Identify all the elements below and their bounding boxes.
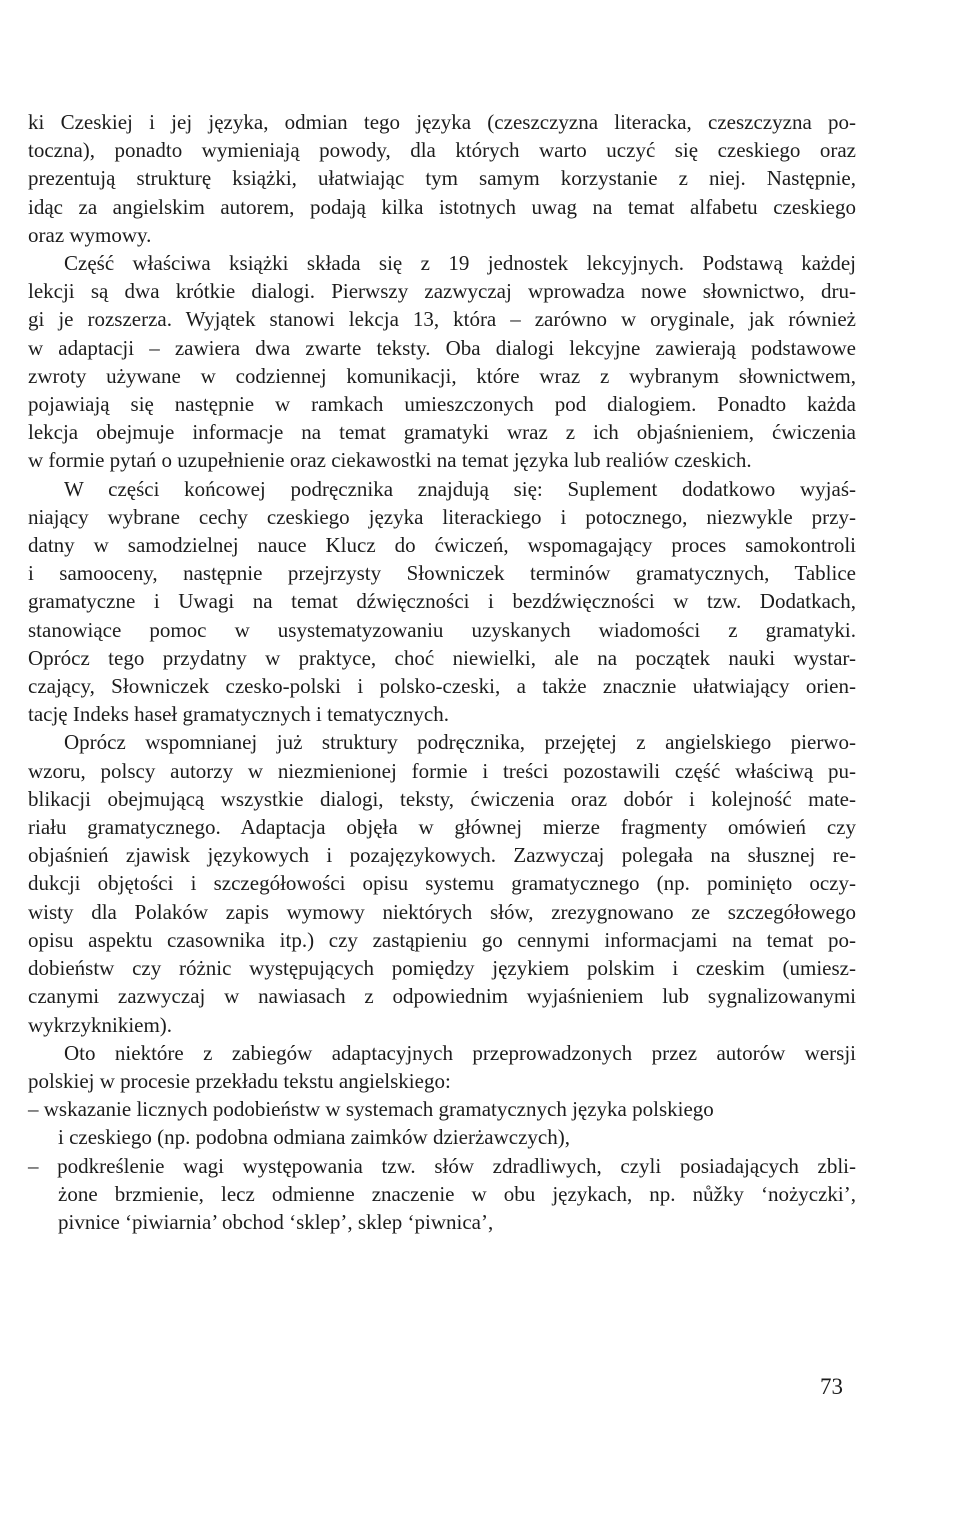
text-line: w formie pytań o uzupełnienie oraz ciekawostki na temat języka lub realiów czeskich. (28, 448, 752, 473)
list-item-continuation: pivnice ‘piwiarnia’ obchod ‘sklep’, sklep ‘piwnica’, (58, 1209, 494, 1234)
text-line: gramatyczne i Uwagi na temat dźwięczności i bezdźwięczności w tzw. Dodatkach, (28, 589, 856, 614)
text-line: blikacji obejmującą wszystkie dialogi, teksty, ćwiczenia oraz dobór i kolejność mate- (28, 786, 856, 811)
text-line: zwroty używane w codziennej komunikacji, które wraz z wybranym słownictwem, (28, 363, 856, 388)
text-line: W części końcowej podręcznika znajdują się: Suplement dodatkowo wyjaś- (64, 476, 856, 501)
text-line: czanymi zazwyczaj w nawiasach z odpowiednim wyjaśnieniem lub sygnalizowanymi (28, 984, 856, 1009)
text-line: polskiej w procesie przekładu tekstu angielskiego: (28, 1068, 451, 1093)
text-line: stanowiące pomoc w usystematyzowaniu uzyskanych wiadomości z gramatyki. (28, 617, 856, 642)
text-line: datny w samodzielnej nauce Klucz do ćwiczeń, wspomagający proces samokontroli (28, 533, 856, 558)
text-line: toczna), ponadto wymieniają powody, dla których warto uczyć się czeskiego oraz (28, 138, 856, 163)
list-item-continuation: i czeskiego (np. podobna odmiana zaimków dzierżawczych), (58, 1125, 570, 1150)
text-line: prezentują strukturę książki, ułatwiając tym samym korzystanie z niej. Następnie, (28, 166, 856, 191)
text-line: w adaptacji – zawiera dwa zwarte teksty. Oba dialogi lekcyjne zawierają podstawowe (28, 335, 856, 360)
text-line: wykrzyknikiem). (28, 1012, 173, 1037)
text-line: Oto niektóre z zabiegów adaptacyjnych przeprowadzonych przez autorów wersji (64, 1040, 856, 1065)
text-line: Część właściwa książki składa się z 19 jednostek lekcyjnych. Podstawą każdej (64, 251, 856, 276)
text-line: czający, Słowniczek czesko-polski i polsko-czeski, a także znacznie ułatwiający orien- (28, 674, 856, 699)
page-body (28, 108, 856, 1236)
text-line: wzoru, polscy autorzy w niezmienionej formie i treści pozostawili część właściwą pu- (28, 758, 856, 783)
text-line: Oprócz wspomnianej już struktury podręcznika, przejętej z angielskiego pierwo- (64, 730, 856, 755)
text-line: dobieństw czy różnic występujących pomiędzy językiem polskim i czeskim (umiesz- (28, 956, 856, 981)
page-number: 73 (820, 1374, 843, 1399)
list-item-continuation: żone brzmienie, lecz odmienne znaczenie w obu językach, np. nůžky ‘nożyczki’, (58, 1181, 856, 1206)
text-line: ki Czeskiej i jej języka, odmian tego języka (czeszczyzna literacka, czeszczyzna po- (28, 110, 856, 134)
text-line: lekcji są dwa krótkie dialogi. Pierwszy zazwyczaj wprowadza nowe słownictwo, dru- (28, 279, 856, 304)
text-line: Oprócz tego przydatny w praktyce, choć niewielki, ale na początek nauki wystar- (28, 645, 856, 670)
text-line: objaśnień zjawisk językowych i pozajęzykowych. Zazwyczaj polegała na słusznej re- (28, 843, 856, 868)
list-item: – wskazanie licznych podobieństw w systemach gramatycznych języka polskiego (28, 1097, 714, 1122)
text-line: pojawiają się następnie w ramkach umieszczonych pod dialogiem. Ponadto każda (28, 392, 856, 417)
text-line: tację Indeks haseł gramatycznych i tematycznych. (28, 702, 449, 727)
text-line: lekcja obejmuje informacje na temat gramatyki wraz z ich objaśnieniem, ćwiczenia (28, 420, 856, 445)
text-line: oraz wymowy. (28, 222, 152, 247)
list-item: – podkreślenie wagi występowania tzw. słów zdradliwych, czyli posiadających zbli- (28, 1153, 856, 1178)
text-line: riału gramatycznego. Adaptacja objęła w głównej mierze fragmenty omówień czy (28, 815, 856, 840)
text-line: dukcji objętości i szczegółowości opisu systemu gramatycznego (np. pominięto oczy- (28, 871, 856, 896)
text-line: niający wybrane cechy czeskiego języka literackiego i potocznego, niezwykle przy- (28, 504, 856, 529)
text-line: wisty dla Polaków zapis wymowy niektórych słów, zrezygnowano ze szczegółowego (28, 899, 856, 924)
text-line: gi je rozszerza. Wyjątek stanowi lekcja 13, która – zarówno w oryginale, jak również (28, 307, 856, 332)
text-line: idąc za angielskim autorem, podają kilka istotnych uwag na temat alfabetu czeskiego (28, 194, 856, 219)
text-line: i samooceny, następnie przejrzysty Słowniczek terminów gramatycznych, Tablice (28, 561, 856, 586)
text-line: opisu aspektu czasownika itp.) czy zastąpieniu go cennymi informacjami na temat po- (28, 927, 856, 952)
